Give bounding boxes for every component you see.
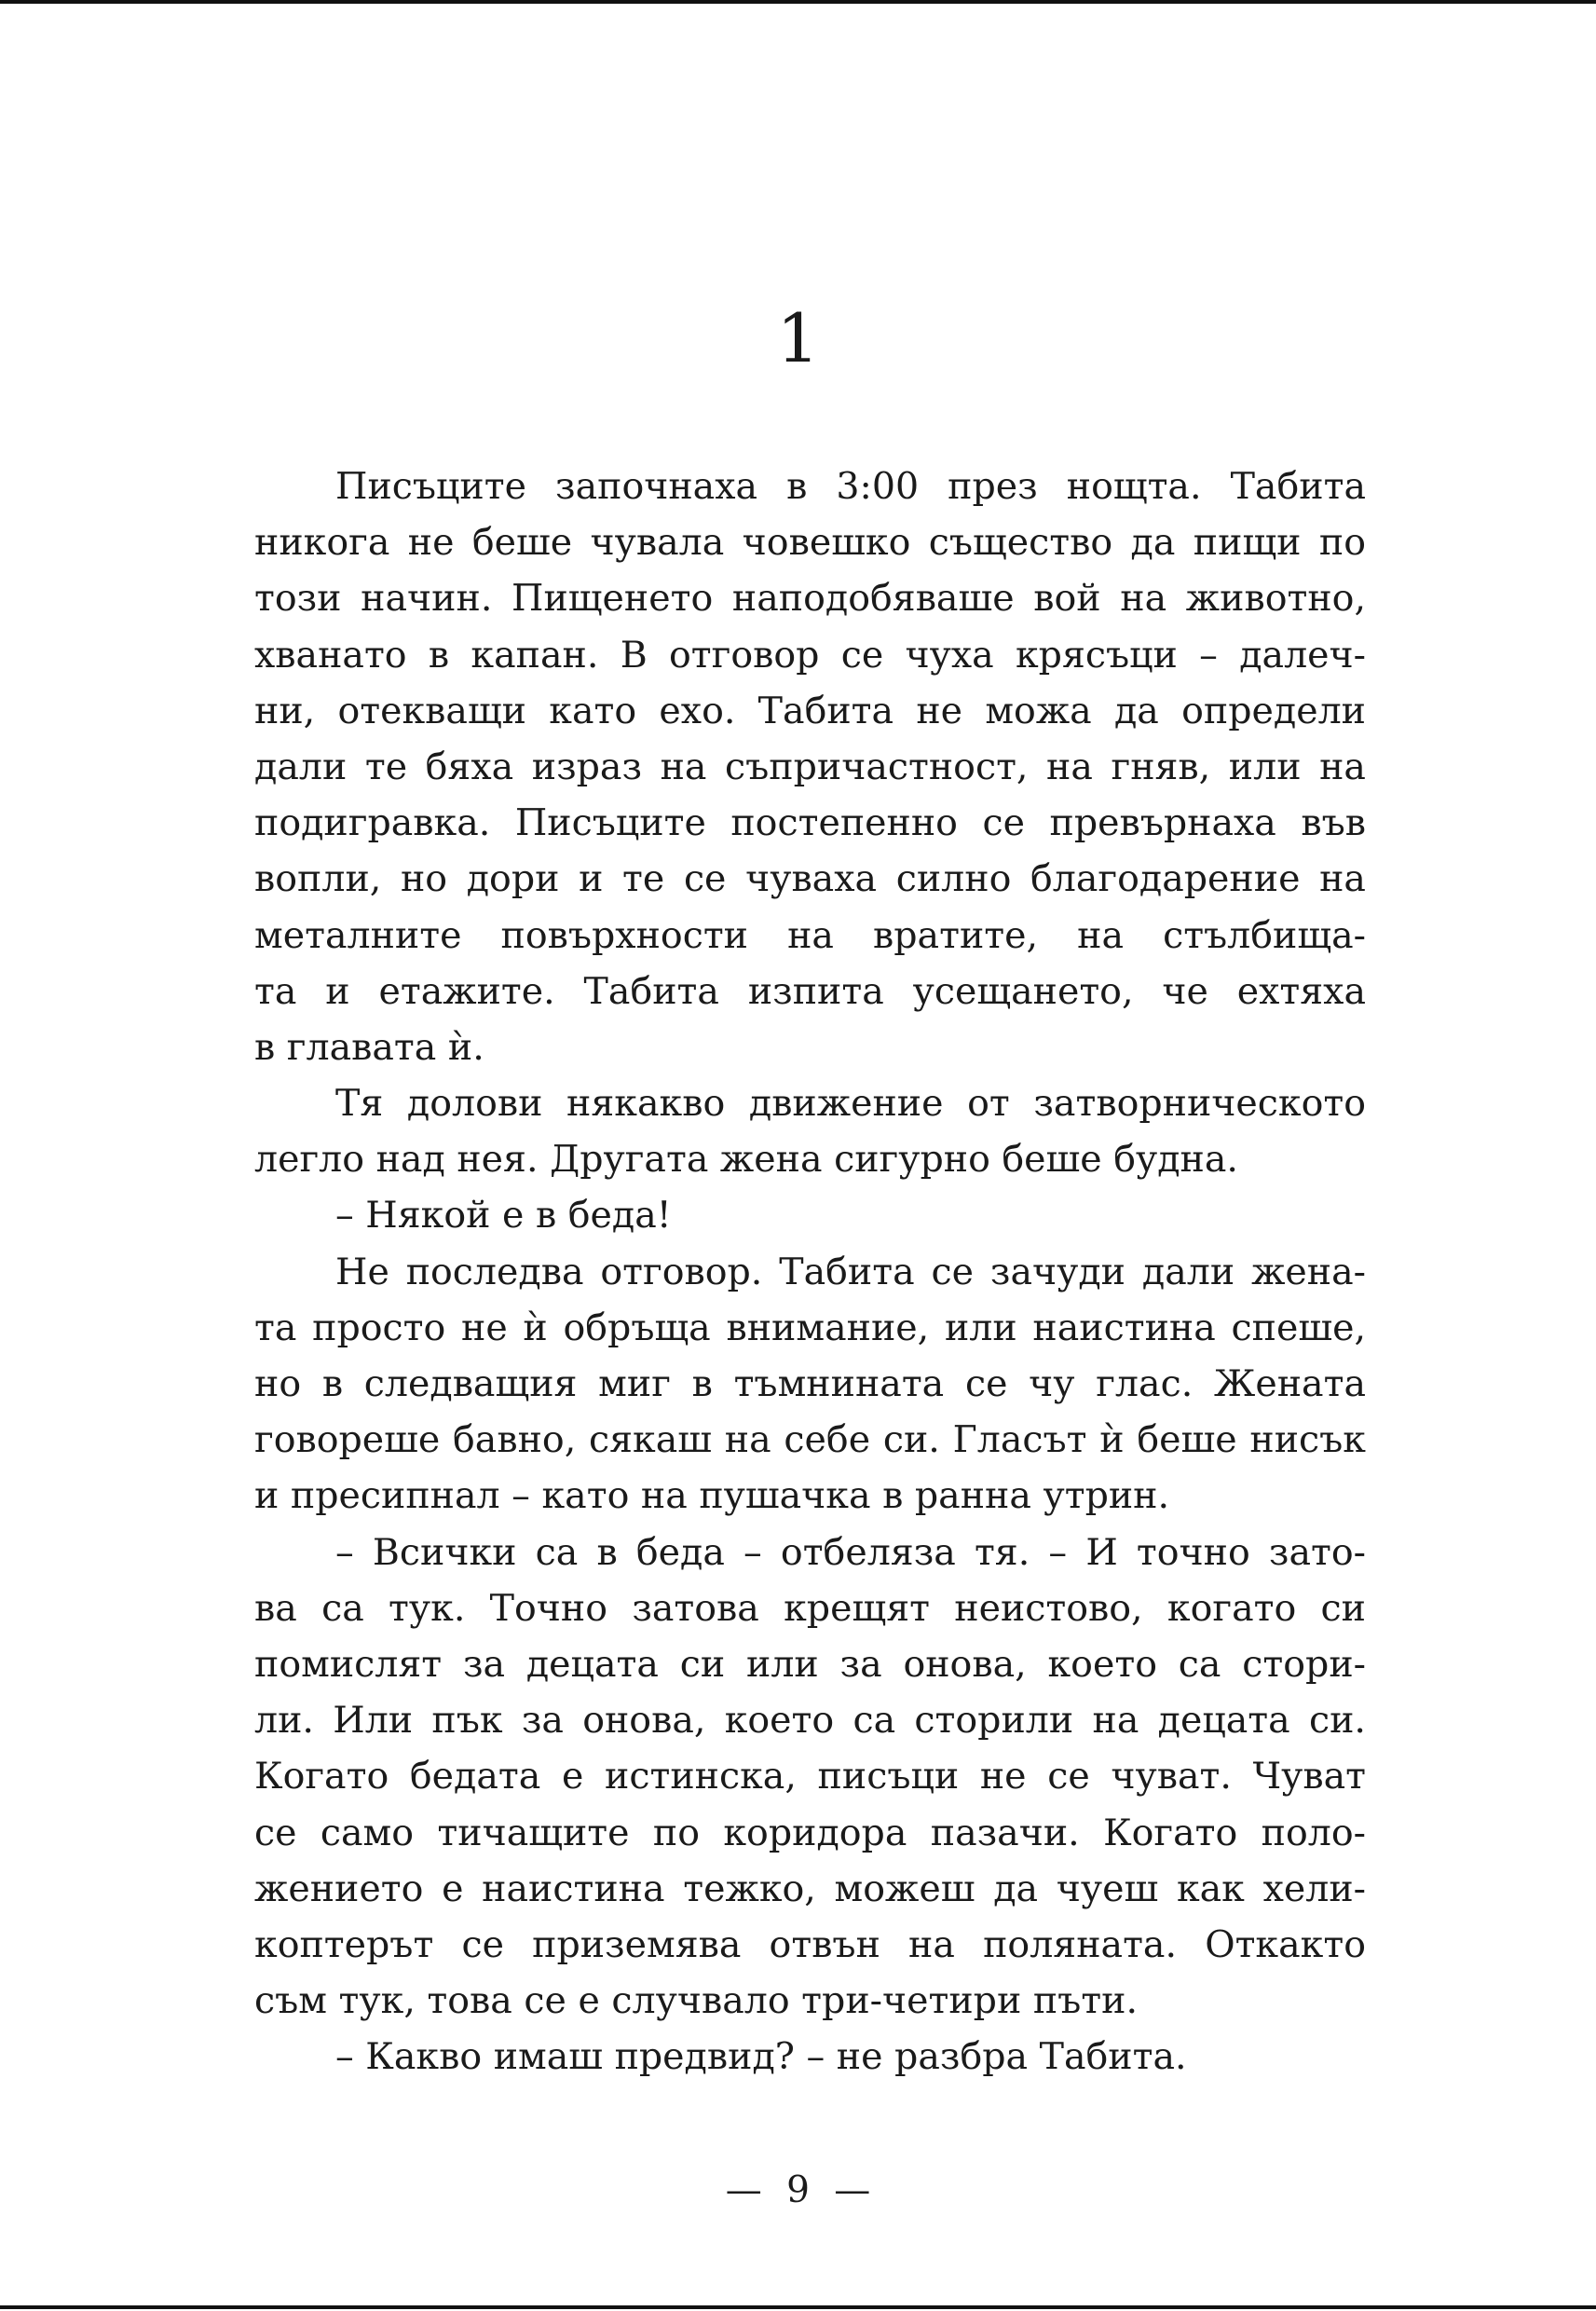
text-line: никога не беше чувала човешко същество да пищи по <box>254 521 1366 565</box>
page-edge-top <box>0 0 1596 4</box>
text-line: коптерът се приземява отвън на поляната. Откакто <box>254 1922 1366 1966</box>
text-line: металните повърхности на вратите, на стълбища- <box>254 913 1366 957</box>
text-line: помислят за децата си или за онова, което са стори- <box>254 1642 1366 1686</box>
text-line: в главата ѝ. <box>254 1025 484 1069</box>
text-line: жението е наистина тежко, можеш да чуеш как хели- <box>254 1867 1366 1910</box>
text-line: дали те бяха израз на съпричастност, на гняв, или на <box>254 745 1366 788</box>
text-line: – Някой е в беда! <box>335 1194 672 1238</box>
text-line: говореше бавно, сякаш на себе си. Гласът ѝ беше нисък <box>254 1418 1366 1462</box>
text-line: – Какво имаш предвид? – не разбра Табита. <box>335 2035 1187 2079</box>
text-line: хванато в капан. В отговор се чуха крясъци – далеч- <box>254 633 1366 677</box>
text-line: – Всички са в беда – отбеляза тя. – И точно зато- <box>335 1530 1366 1574</box>
text-line: Писъците започнаха в 3:00 през нощта. Табита <box>335 465 1366 508</box>
text-line: та просто не ѝ обръща внимание, или наистина спеше, <box>254 1306 1366 1349</box>
text-line: и пресипнал – като на пушачка в ранна утрин. <box>254 1474 1170 1518</box>
text-line: Тя долови някакво движение от затворническото <box>335 1082 1366 1126</box>
page-number: — 9 — <box>725 2169 871 2211</box>
text-line: този начин. Пищенето наподобяваше вой на животно, <box>254 577 1366 621</box>
text-line: се само тичащите по коридора пазачи. Когато поло- <box>254 1811 1366 1854</box>
body-text <box>254 458 1366 2085</box>
text-line: та и етажите. Табита изпита усещането, че ехтяха <box>254 969 1366 1013</box>
text-line: ни, отекващи като ехо. Табита не можа да определи <box>254 689 1366 732</box>
text-line: Не последва отговор. Табита се зачуди дали жена- <box>335 1250 1366 1293</box>
text-line: Когато бедата е истинска, писъци не се чуват. Чуват <box>254 1755 1366 1798</box>
chapter-number: 1 <box>776 299 820 377</box>
text-line: легло над нея. Другата жена сигурно беше будна. <box>254 1138 1238 1182</box>
page-edge-bottom <box>0 2305 1596 2309</box>
text-line: ли. Или пък за онова, което са сторили на децата си. <box>254 1699 1366 1743</box>
text-line: подигравка. Писъците постепенно се превърнаха във <box>254 801 1366 845</box>
text-line: вопли, но дори и те се чуваха силно благодарение на <box>254 857 1366 901</box>
text-line: съм тук, това се е случвало три-четири пъти. <box>254 1979 1139 2023</box>
text-line: ва са тук. Точно затова крещят неистово, когато си <box>254 1586 1366 1630</box>
text-line: но в следващия миг в тъмнината се чу глас. Жената <box>254 1362 1366 1405</box>
